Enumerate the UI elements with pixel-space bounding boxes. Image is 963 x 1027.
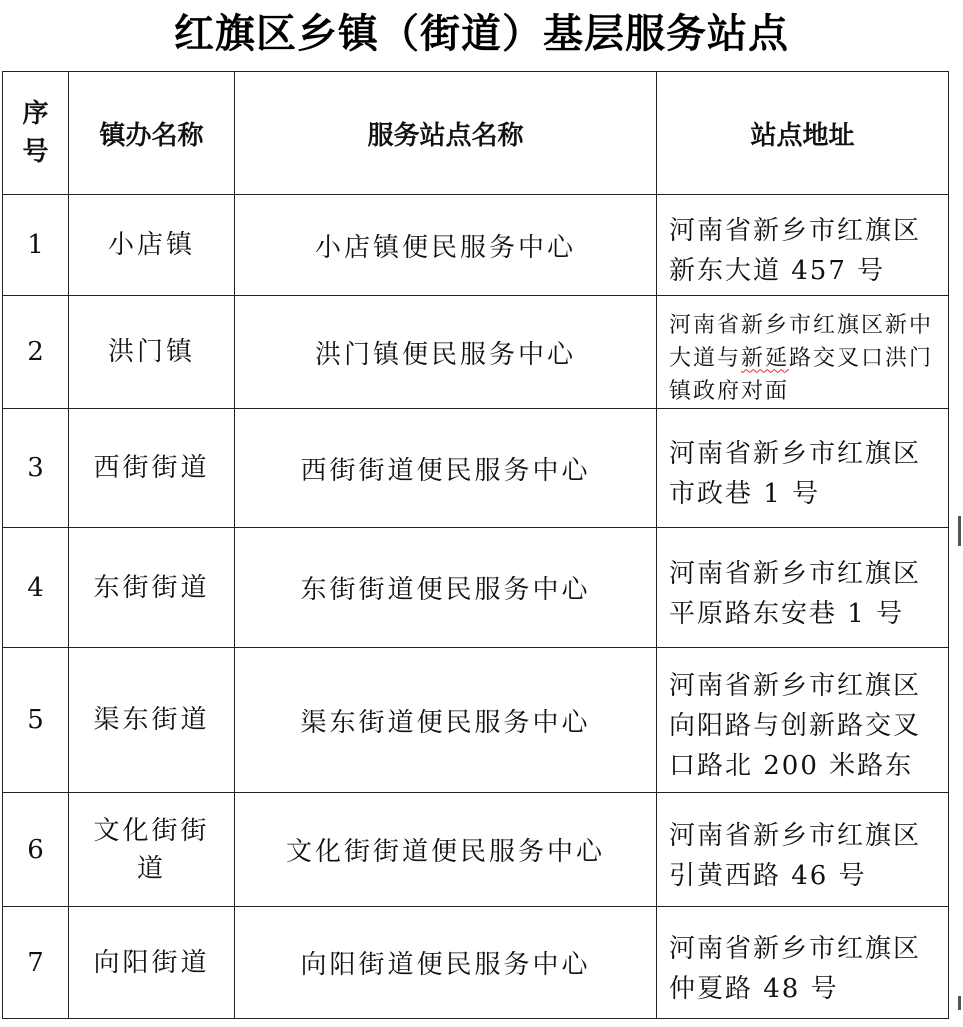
- row-town: 西街街道: [69, 409, 235, 528]
- row-address: 河南省新乡市红旗区仲夏路 48 号: [657, 907, 949, 1019]
- row-town: 文化街街道: [69, 793, 235, 907]
- row-station: 西街街道便民服务中心: [235, 409, 657, 528]
- row-station: 文化街街道便民服务中心: [235, 793, 657, 907]
- spellcheck-underline: 新延: [741, 345, 790, 371]
- row-num: 7: [3, 907, 69, 1019]
- row-town: 向阳街道: [69, 907, 235, 1019]
- row-town: 洪门镇: [69, 296, 235, 409]
- table-row: [3, 296, 949, 409]
- page-edge-mark: [958, 996, 961, 1010]
- row-town: 小店镇: [69, 195, 235, 296]
- row-station: 洪门镇便民服务中心: [235, 296, 657, 409]
- row-num: 2: [3, 296, 69, 409]
- page-edge-mark: [958, 516, 961, 546]
- row-num: 1: [3, 195, 69, 296]
- table-row: [3, 648, 949, 793]
- row-num: 4: [3, 528, 69, 648]
- row-town: 渠东街道: [69, 648, 235, 793]
- header-town: 镇办名称: [69, 72, 235, 195]
- row-town: 东街街道: [69, 528, 235, 648]
- row-station: 小店镇便民服务中心: [235, 195, 657, 296]
- table-row: [3, 907, 949, 1019]
- row-num: 6: [3, 793, 69, 907]
- table-row: [3, 793, 949, 907]
- row-address: 河南省新乡市红旗区市政巷 1 号: [657, 409, 949, 528]
- page-title: 红旗区乡镇（街道）基层服务站点: [174, 11, 789, 57]
- row-address: 河南省新乡市红旗区引黄西路 46 号: [657, 793, 949, 907]
- service-sites-table: [2, 71, 949, 1019]
- row-address: 河南省新乡市红旗区新东大道 457 号: [657, 195, 949, 296]
- row-num: 3: [3, 409, 69, 528]
- header-num: 序号: [3, 72, 69, 195]
- header-address: 站点地址: [657, 72, 949, 195]
- row-station: 渠东街道便民服务中心: [235, 648, 657, 793]
- row-address: 河南省新乡市红旗区平原路东安巷 1 号: [657, 528, 949, 648]
- row-station: 向阳街道便民服务中心: [235, 907, 657, 1019]
- table-row: [3, 528, 949, 648]
- row-station: 东街街道便民服务中心: [235, 528, 657, 648]
- row-num: 5: [3, 648, 69, 793]
- table-header-row: [3, 72, 949, 195]
- header-station: 服务站点名称: [235, 72, 657, 195]
- row-address: 河南省新乡市红旗区新中大道与新延路交叉口洪门镇政府对面: [657, 296, 949, 409]
- table-row: [3, 409, 949, 528]
- table-row: [3, 195, 949, 296]
- row-address: 河南省新乡市红旗区向阳路与创新路交叉口路北 200 米路东: [657, 648, 949, 793]
